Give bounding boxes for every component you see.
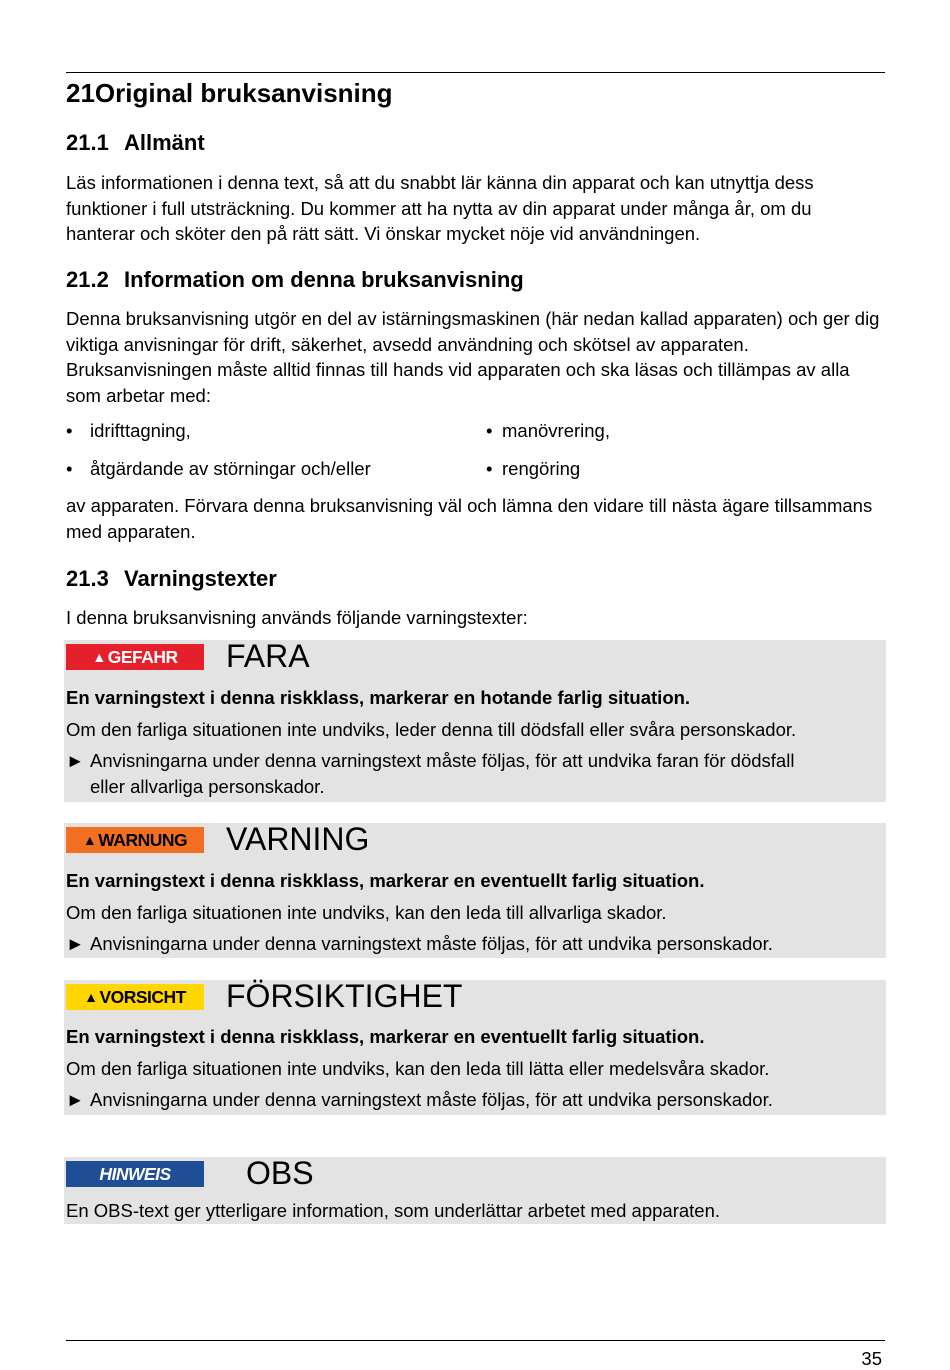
danger-badge: ▲ GEFAHR (66, 644, 204, 670)
signal-word: FÖRSIKTIGHET (226, 978, 463, 1014)
section-title: Information om denna bruksanvisning (124, 267, 524, 292)
warning-box-danger (64, 640, 886, 802)
bullet-icon: • (486, 458, 493, 479)
signal-word: FARA (226, 638, 310, 674)
list-item: • åtgärdande av störningar och/eller (66, 458, 371, 479)
section-heading-allmant (66, 130, 205, 156)
warning-triangle-icon: ▲ (84, 989, 98, 1005)
section-paragraph: av apparaten. Förvara denna bruksanvisning väl och lämna den vidare till nästa ägare tillsammans med apparaten. (66, 495, 873, 542)
bullet-icon: • (66, 420, 73, 441)
warning-box-caution (64, 980, 886, 1115)
warning-instruction: ► Anvisningarna under denna varningstext måste följas, för att undvika personskador. (66, 1087, 881, 1113)
signal-word: OBS (246, 1155, 314, 1191)
page-number: 35 (861, 1348, 882, 1369)
warning-text: Om den farliga situationen inte undviks, kan den leda till lätta eller medelsvåra skador. (66, 1058, 770, 1079)
section-number: 21.3 (66, 566, 109, 591)
warning-text: Om den farliga situationen inte undviks, kan den leda till allvarliga skador. (66, 902, 667, 923)
warning-triangle-icon: ▲ (92, 649, 106, 665)
warning-box-warning (64, 823, 886, 958)
section-title: Varningstexter (124, 566, 277, 591)
notice-box (64, 1157, 886, 1224)
list-item: • idrifttagning, (66, 420, 191, 441)
warning-badge: ▲ WARNUNG (66, 827, 204, 853)
arrow-right-icon: ► (66, 1089, 85, 1110)
arrow-right-icon: ► (66, 933, 85, 954)
warning-text: Om den farliga situationen inte undviks, leder denna till dödsfall eller svåra personskador. (66, 719, 797, 740)
header-rule (66, 72, 885, 73)
notice-badge: HINWEIS (66, 1161, 204, 1187)
footer-rule (66, 1340, 885, 1341)
section-title: Allmänt (124, 130, 205, 155)
section-heading-information (66, 267, 524, 293)
warning-heading: En varningstext i denna riskklass, markerar en hotande farlig situation. (66, 687, 691, 708)
bullet-icon: • (486, 420, 493, 441)
arrow-right-icon: ► (66, 750, 85, 771)
warning-heading: En varningstext i denna riskklass, markerar en eventuellt farlig situation. (66, 1026, 705, 1047)
section-heading-varningstexter (66, 566, 277, 592)
section-paragraph: Läs informationen i denna text, så att du snabbt lär känna din apparat och kan utnyttja dess funktioner i full utsträckning. Du kommer att ha nytta av din apparat under många år, om du hanterar och sköter den på rätt sätt. Vi önskar mycket nöje vid användningen. (66, 172, 814, 244)
bullet-icon: • (66, 458, 73, 479)
section-number: 21.1 (66, 130, 109, 155)
chapter-title: 21Original bruksanvisning (66, 78, 393, 108)
caution-badge: ▲ VORSICHT (66, 984, 204, 1010)
list-item: • manövrering, (486, 420, 610, 441)
signal-word: VARNING (226, 821, 370, 857)
section-number: 21.2 (66, 267, 109, 292)
section-paragraph: Denna bruksanvisning utgör en del av istärningsmaskinen (här nedan kallad apparaten) och ger dig viktiga anvisningar för drift, säkerhet, avsedd användning och skötsel av apparaten. Bruksanvisningen måste alltid finnas till hands vid apparaten och ska läsas och tillämpas av alla som arbetar med: (66, 308, 880, 406)
warning-instruction: ► Anvisningarna under denna varningstext måste följas, för att undvika personskador. (66, 931, 881, 957)
warning-triangle-icon: ▲ (82, 832, 97, 848)
warning-heading: En varningstext i denna riskklass, markerar en eventuellt farlig situation. (66, 870, 705, 891)
list-item: • rengöring (486, 458, 581, 479)
section-paragraph: I denna bruksanvisning används följande varningstexter: (66, 607, 528, 628)
warning-instruction: ► Anvisningarna under denna varningstext måste följas, för att undvika faran för dödsfall eller allvarliga personskador. (66, 750, 795, 797)
notice-text: En OBS-text ger ytterligare information, som underlättar arbetet med apparaten. (66, 1200, 720, 1221)
